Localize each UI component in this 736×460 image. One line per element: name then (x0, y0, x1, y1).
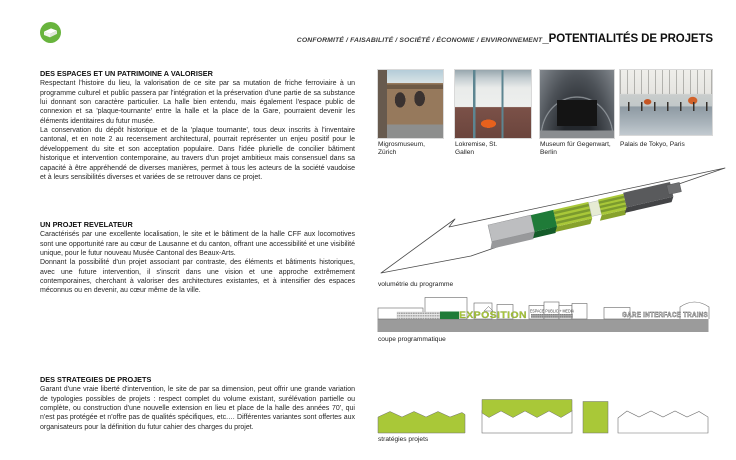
section-heading: DES STRATEGIES DE PROJETS (40, 375, 152, 384)
header-categories: CONFORMITÉ / FAISABILITÉ / SOCIÉTÉ / ÉCONOMIE / ENVIRONNEMENT (296, 37, 543, 44)
box-icon (44, 28, 57, 38)
section-paragraph: Garant d'une vraie liberté d'intervention, le site de par sa dimension, peut offrir une grande variation de typologies possibles de projets : respect complet du volume existant, surélévation partielle ou complète, ou construction d'une nouvelle extension en lieu et place de la halle des années 70', qui n'est pas protégée et n'offre pas de qualités spécifiques, etc.… Différentes variantes sont offertes aux organisateurs pour la définition du futur cahier des charges du projet. (40, 386, 355, 431)
coupe-diagram (377, 294, 711, 338)
section-heading: DES ESPACES ET UN PATRIMOINE A VALORISER (40, 69, 213, 78)
header-title-separator: _ (542, 33, 549, 45)
strategy-volume-existant (378, 412, 465, 434)
label-gare-interface-trains: GARE INTERFACE TRAINS (622, 312, 709, 319)
section-strategies-projets (40, 375, 355, 432)
ground-band (378, 319, 709, 332)
section-paragraph: Caractérisés par une excellente localisation, le site et le bâtiment de la halle CFF aux locomotives sont une opportunité rare au cœur de Lausanne et du canton, offrant une accessibilité et une visibilité unique, pour le futur nouveau Musée Cantonal des Beaux-Arts. (40, 231, 355, 258)
volumetrie-diagram (375, 163, 736, 289)
photo-caption: Migrosmuseum, Zürich (378, 141, 425, 157)
logo-green-circle (40, 22, 61, 43)
photo-museum-fur-gegenwart (540, 70, 614, 138)
green-program-block (440, 312, 459, 320)
strategies-caption: stratégies projets (378, 436, 429, 443)
section-projet-revelateur (40, 220, 355, 296)
micro-text-hatch (531, 314, 573, 318)
section-paragraph: Respectant l'histoire du lieu, la valorisation de ce site par sa mutation de friche ferroviaire à un programme culturel et public passera par l'intégration et la préservation d'une partie de sa substance lui donnant son caractère particulier. La halle bien entendu, mais également l'espace public de connexion et sa 'plaque-tournante' entre la halle et la place de la Gare, pourraient devenir les éléments identitaires du futur musée. (40, 80, 355, 125)
label-espace-public: ESPACE PUBLIC + MEDIA (530, 308, 575, 314)
photo-caption: Museum für Gegenwart, Berlin (540, 141, 611, 157)
section-paragraph: Donnant la possibilité d'un projet associant par contraste, des éléments et bâtiments historiques, avec une future intervention, il s'inscrit dans une vision et une approche extrêmement contemporaines, cherchant à valoriser des architectures existantes, et à intensifier des espaces méconnus ou en devenir, au cœur même de la ville. (40, 259, 355, 295)
strategy-halle-outline (618, 411, 708, 433)
coupe-caption: coupe programmatique (378, 336, 446, 343)
label-exposition: EXPOSITION (459, 310, 527, 321)
section-heading: UN PROJET REVELATEUR (40, 220, 133, 229)
page-header (297, 33, 713, 45)
micro-text-hatch (397, 312, 440, 319)
photo-palais-de-tokyo (620, 70, 712, 135)
strategies-diagram (377, 398, 711, 438)
photo-lokremise (455, 70, 531, 138)
volumetrie-caption: volumétrie du programme (378, 281, 454, 288)
photo-caption: Lokremise, St. Gallen (455, 141, 498, 157)
photo-migrosmuseum (378, 70, 443, 138)
strategy-extension-green (583, 402, 608, 434)
section-espaces-patrimoine (40, 69, 355, 182)
section-paragraph: La conservation du dépôt historique et de la 'plaque tournante', tous deux inscrits à l'inventaire cantonal, et en note 2 au recensement architectural, pourrait représenter un enjeu positif pour le développement du site et son acceptation populaire. Dans l'idée plurielle de concilier bâtiment historique et intervention contemporaine, au travers d'un projet ambitieux mais consensuel dans sa capacité à être appréhendé de diverses manières, permet à tous les acteurs de la société vaudoise et à leurs sensibilités diverses et variées de se retrouver dans ce projet. (40, 127, 355, 181)
page-title: POTENTIALITÉS DE PROJETS (548, 33, 713, 45)
photo-caption: Palais de Tokyo, Paris (620, 141, 685, 148)
